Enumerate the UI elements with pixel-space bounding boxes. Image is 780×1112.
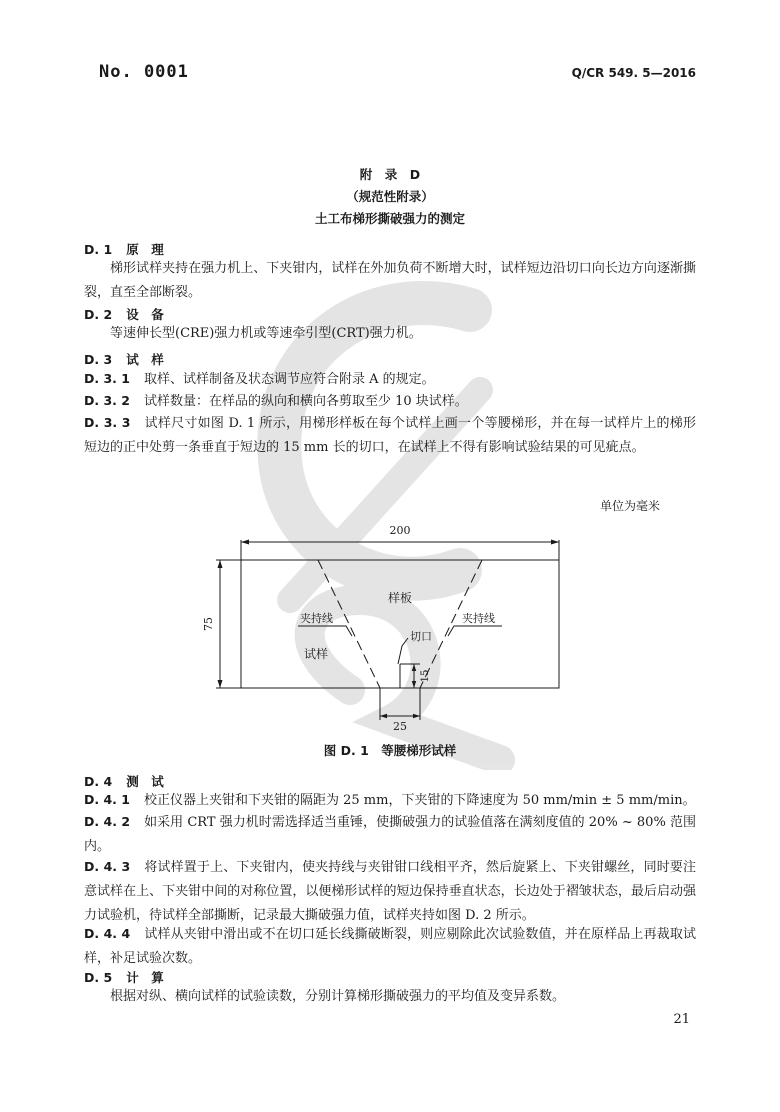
section-number: D. 5 — [84, 970, 113, 985]
section-heading-d2 — [84, 305, 164, 323]
section-title: 测 试 — [126, 774, 164, 789]
slit-leader — [398, 638, 408, 664]
section-title: 试 样 — [126, 352, 164, 367]
standard-code: Q/CR 549. 5—2016 — [571, 66, 696, 80]
appendix-type: （规范性附录） — [346, 189, 434, 204]
clamp-line-label-left: 夹持线 — [300, 612, 333, 625]
clamp-line-leader-left — [298, 626, 352, 636]
clause-number: D. 3. 3 — [84, 415, 131, 430]
appendix-title: 附 录 D — [359, 167, 421, 182]
short-side-dimension-label: 25 — [393, 720, 407, 730]
paragraph-d5: 根据对纵、横向试样的试验读数，分别计算梯形撕破强力的平均值及变异系数。 — [110, 989, 566, 1004]
paragraph-d2: 等速伸长型(CRE)强力机或等速牵引型(CRT)强力机。 — [110, 326, 422, 341]
section-heading-d1 — [84, 240, 164, 258]
clause-text: 取样、试样制备及状态调节应符合附录 A 的规定。 — [143, 372, 435, 387]
specimen-label: 试样 — [304, 647, 329, 661]
clause-d3-3 — [84, 411, 696, 460]
document-number: No. 0001 — [99, 62, 189, 82]
section-number: D. 2 — [84, 307, 113, 322]
trapezoid-specimen-figure — [200, 518, 580, 730]
clause-text: 校正仪器上夹钳和下夹钳的隔距为 25 mm，下夹钳的下降速度为 50 mm/min ± 5 mm/min。 — [143, 793, 696, 808]
slit-dimension-label: 15 — [420, 669, 431, 683]
slit-label: 切口 — [410, 630, 432, 643]
clause-d4-4 — [84, 922, 696, 971]
clause-number: D. 4. 1 — [84, 792, 130, 807]
figure-caption: 图 D. 1 等腰梯形试样 — [323, 743, 457, 758]
clamp-line-label-right: 夹持线 — [462, 612, 495, 625]
width-dimension-label: 200 — [389, 524, 411, 537]
clause-text: 试样尺寸如图 D. 1 所示，用梯形样板在每个试样上画一个等腰梯形，并在每一试样片上的梯形短边的正中处剪一条垂直于短边的 15 mm 长的切口，在试样上不得有影响试验结果的可见疵点。 — [84, 416, 696, 455]
clause-number: D. 3. 1 — [84, 371, 130, 386]
section-number: D. 1 — [84, 242, 113, 257]
section-title: 计 算 — [126, 970, 164, 985]
clause-number: D. 4. 2 — [84, 814, 131, 829]
height-dimension-label: 75 — [202, 617, 215, 631]
paragraph-d1: 梯形试样夹持在强力机上、下夹钳内，试样在外加负荷不断增大时，试样短边沿切口向长边方向逐渐撕裂，直至全部断裂。 — [84, 261, 696, 300]
section-title: 原 理 — [126, 242, 164, 257]
clause-d4-3 — [84, 855, 696, 928]
unit-note: 单位为毫米 — [599, 499, 660, 513]
clause-number: D. 4. 3 — [84, 859, 131, 874]
clause-text: 将试样置于上、下夹钳内，使夹持线与夹钳钳口线相平齐，然后旋紧上、下夹钳螺丝，同时要注意试样在上、下夹钳中间的对称位置，以便梯形试样的短边保持垂直状态，长边处于褶皱状态，最后启动强力试验机，待试样全部撕断，记录最大撕破强力值，试样夹持如图 D. 2 所示。 — [84, 860, 696, 923]
section-heading-d5 — [84, 968, 164, 986]
clause-number: D. 3. 2 — [84, 393, 130, 408]
template-label: 样板 — [387, 591, 413, 605]
appendix-subject: 土工布梯形撕破强力的测定 — [314, 211, 465, 226]
section-title: 设 备 — [126, 307, 164, 322]
clause-text: 如采用 CRT 强力机时需选择适当重锤，使撕破强力的试验值落在满刻度值的 20% ~ 80% 范围内。 — [84, 815, 696, 854]
clamp-line-leader-right — [448, 626, 502, 636]
clause-d4-2 — [84, 810, 696, 859]
section-number: D. 4 — [84, 774, 113, 789]
clause-text: 试样数量：在样品的纵向和横向各剪取至少 10 块试样。 — [143, 394, 468, 409]
section-heading-d3 — [84, 350, 164, 368]
clause-number: D. 4. 4 — [84, 926, 131, 941]
page-number: 21 — [673, 1012, 690, 1027]
section-number: D. 3 — [84, 352, 113, 367]
clause-text: 试样从夹钳中滑出或不在切口延长线撕破断裂，则应剔除此次试验数值，并在原样品上再裁取试样，补足试验次数。 — [84, 927, 696, 966]
